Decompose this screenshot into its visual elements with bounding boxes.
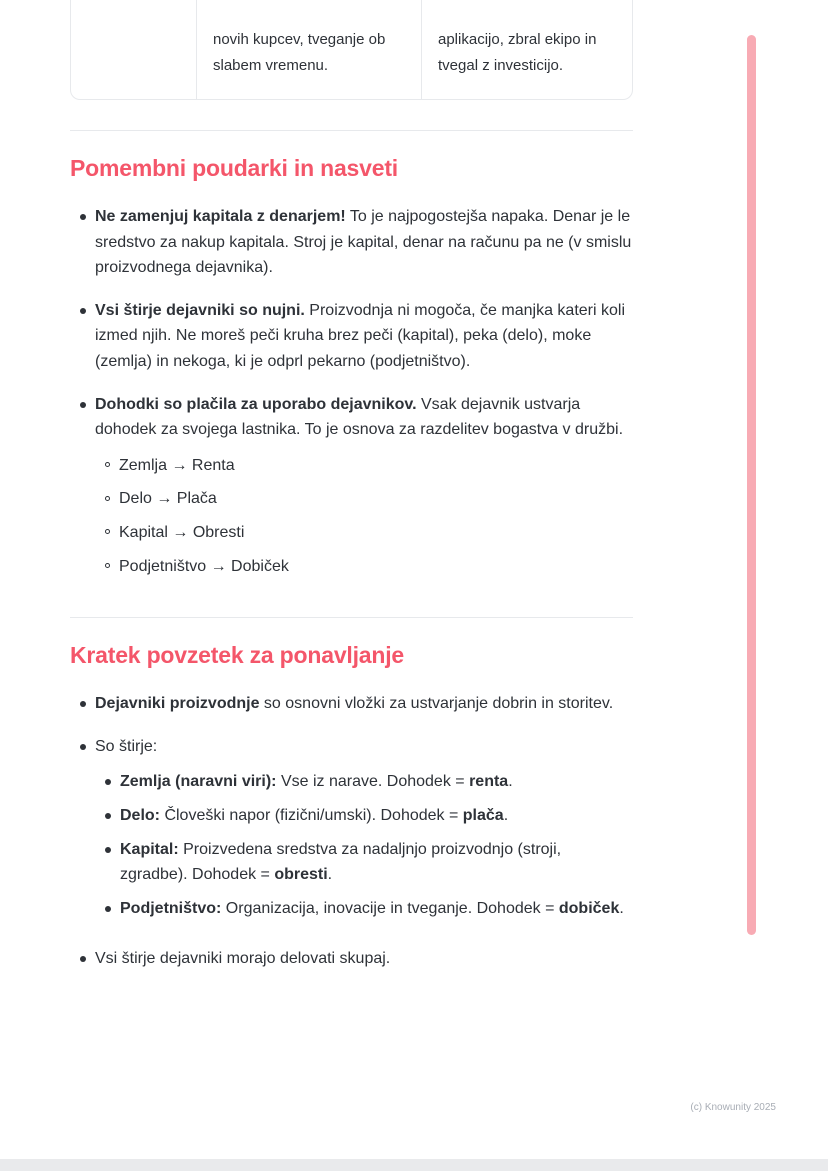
bold-text: Dejavniki proizvodnje — [95, 695, 260, 713]
section-title: Kratek povzetek za ponavljanje — [70, 642, 405, 669]
table-cell-empty — [71, 0, 196, 99]
list-item — [70, 691, 633, 717]
bullet-icon — [80, 744, 86, 750]
list-item-text — [119, 486, 633, 512]
list-item — [105, 520, 633, 546]
divider — [70, 130, 633, 131]
text: . — [327, 866, 333, 884]
list-item-text — [120, 896, 633, 922]
bullet-icon — [80, 214, 86, 220]
list-item — [105, 554, 633, 580]
list-item — [70, 392, 633, 588]
bullet-list — [70, 204, 633, 587]
bullet-icon — [105, 906, 111, 912]
text: . — [619, 899, 624, 917]
list-item — [70, 204, 633, 281]
list-item — [105, 837, 633, 888]
list-item-text — [120, 803, 633, 829]
text: So štirje: — [95, 737, 158, 755]
section-highlights — [70, 155, 633, 587]
bold-text: Zemlja (naravni viri): — [120, 773, 277, 791]
bold-text: Ne zamenjuj kapitala z denarjem! — [95, 208, 346, 225]
page-bottom-strip — [0, 1159, 828, 1171]
text: Podjetništvo → Dobiček — [119, 557, 289, 575]
text: Človeški napor (fizični/umski). Dohodek = — [160, 806, 463, 824]
bullet-icon — [80, 956, 86, 962]
text: Vse iz narave. Dohodek = — [276, 773, 470, 791]
list-item — [105, 486, 633, 512]
list-item-text — [95, 204, 633, 281]
bold-text: obresti — [274, 866, 328, 884]
list-item-text — [119, 520, 633, 546]
table-cell: aplikacijo, zbral ekipo in tvegal z investicijo. — [421, 0, 633, 99]
section-summary — [70, 642, 633, 972]
bullet-icon — [105, 563, 110, 568]
text: Organizacija, inovacije in tveganje. Dohodek = — [221, 899, 559, 917]
bold-text: Kapital: — [120, 840, 179, 858]
text: Kapital → Obresti — [119, 523, 245, 541]
bold-text: Delo: — [120, 806, 160, 824]
list-item — [105, 769, 633, 795]
section-title: Pomembni poudarki in nasveti — [70, 155, 398, 181]
text: Vsak dejavnik ustvarja dohodek za svojega lastnika. To je osnova za razdelitev bogastva v družbi. — [95, 395, 624, 439]
text: Proizvedena sredstva za nadaljnjo proizvodnjo (stroji, zgradbe). Dohodek = — [120, 840, 562, 884]
list-item-text — [95, 298, 633, 375]
list-item-text — [95, 734, 633, 930]
text: Vsi štirje dejavniki morajo delovati skupaj. — [95, 950, 391, 968]
bold-text: plača — [462, 806, 504, 824]
list-item-text — [119, 453, 633, 479]
table-fragment — [70, 0, 633, 100]
text: so osnovni vložki za ustvarjanje dobrin in storitev. — [259, 695, 614, 713]
text: . — [508, 773, 513, 791]
scrollbar-thumb[interactable] — [747, 35, 756, 935]
list-item-text — [119, 554, 633, 580]
copyright: (c) Knowunity 2025 — [690, 1102, 776, 1113]
page-content — [70, 0, 633, 989]
list-item — [105, 453, 633, 479]
bold-text: Podjetništvo: — [120, 899, 222, 917]
sub-list — [105, 453, 633, 579]
bullet-icon — [105, 529, 110, 534]
bold-text: Vsi štirje dejavniki so nujni. — [95, 301, 305, 319]
list-item — [70, 298, 633, 375]
divider — [70, 617, 633, 618]
list-item-text — [95, 691, 633, 717]
text: To je najpogostejša napaka. Denar je le sredstvo za nakup kapitala. Stroj je kapital, denar na računu pa ne (v smislu proizvodnega dejavnika). — [95, 208, 632, 277]
text: Proizvodnja ni mogoča, če manjka kateri koli izmed njih. Ne moreš peči kruha brez peči (kapital), peka (delo), moke (zemlja) in nekoga, ki je odprl pekarno (podjetništvo). — [95, 301, 625, 370]
table-cell: novih kupcev, tveganje ob slabem vremenu. — [196, 0, 421, 99]
text: . — [503, 806, 509, 824]
list-item — [105, 896, 633, 922]
list-item-text — [95, 946, 633, 972]
bullet-icon — [105, 847, 111, 853]
bullet-icon — [80, 701, 86, 707]
text: Delo → Plača — [119, 490, 217, 508]
bullet-list — [70, 691, 633, 972]
bullet-icon — [105, 779, 111, 785]
sub-list — [105, 769, 633, 921]
bullet-icon — [80, 308, 86, 314]
bold-text: Dohodki so plačila za uporabo dejavnikov. — [95, 395, 417, 413]
bold-text: renta — [469, 773, 509, 791]
bullet-icon — [105, 496, 110, 501]
bullet-icon — [105, 462, 110, 467]
bullet-icon — [80, 402, 86, 408]
list-item — [105, 803, 633, 829]
bullet-icon — [105, 813, 111, 819]
text: Zemlja → Renta — [119, 456, 235, 474]
bold-text: dobiček — [558, 899, 620, 917]
list-item-text — [120, 837, 633, 888]
list-item-text — [95, 392, 633, 588]
list-item — [70, 946, 633, 972]
list-item-text — [120, 769, 633, 795]
list-item — [70, 734, 633, 930]
